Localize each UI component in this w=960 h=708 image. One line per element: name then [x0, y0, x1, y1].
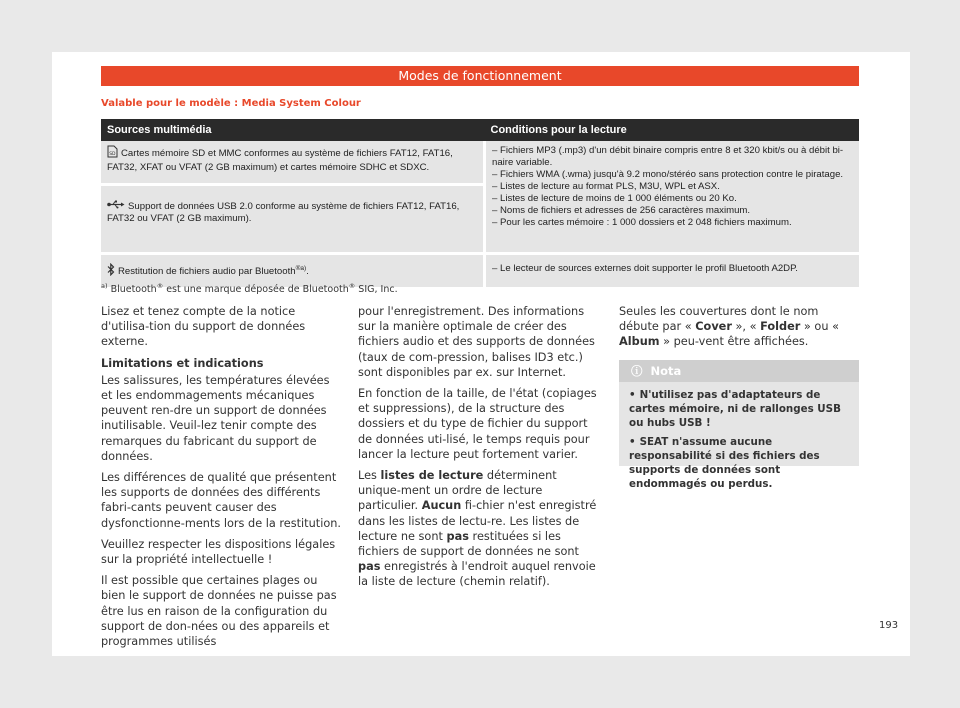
- source-sd-text: Cartes mémoire SD et MMC conformes au système de fichiers FAT12, FAT16, FAT32, XFAT ou VFAT (2 GB maximum) et cartes mémoire SDHC et SDXC.: [107, 148, 453, 173]
- bluetooth-icon: [107, 263, 115, 280]
- model-note: Valable pour le modèle : Media System Colour: [101, 98, 361, 109]
- condition-line: – Noms de fichiers et adresses de 256 caractères maximum.: [492, 205, 751, 216]
- list-item: [629, 435, 849, 491]
- nota-header: [619, 360, 859, 382]
- text-run: » peu-vent être affichées.: [659, 335, 809, 349]
- text-run: déterminent unique-ment un ordre de lecture particulier.: [358, 469, 557, 513]
- info-icon: ⓘ: [631, 364, 643, 378]
- source-bt-text: Restitution de fichiers audio par Bluetooth: [118, 266, 296, 278]
- page-number: 193: [879, 620, 899, 631]
- paragraph: Les différences de qualité que présentent les supports de données des différents fabri-cants peuvent causer des dysfonctionne-ments lors de la restitution.: [101, 471, 342, 530]
- bold-term: listes de lecture: [380, 469, 484, 483]
- nota-list: [619, 388, 859, 491]
- nota-item-text: SEAT n'assume aucune responsabilité si des fichiers des supports de données sont endommagés ou perdus.: [629, 436, 820, 490]
- table-header-row: [101, 119, 859, 141]
- footnote-marker: a): [101, 282, 108, 290]
- paragraph: pour l'enregistrement. Des informations sur la manière optimale de créer des fichiers audio et des supports de données (taux de com-pression, balises ID3 etc.) sont disponibles par ex. sur Internet.: [358, 305, 595, 379]
- source-sd-cell: [101, 141, 485, 185]
- bullet-icon: •: [629, 389, 636, 401]
- paragraph: [358, 468, 598, 590]
- text-column-2: [358, 304, 598, 596]
- bold-term: Album: [619, 335, 660, 349]
- text-run: », «: [731, 320, 761, 334]
- registered-mark: ®: [156, 282, 164, 290]
- conditions-cell: [485, 141, 860, 254]
- bullet-icon: •: [629, 436, 636, 448]
- condition-line: naire variable.: [492, 157, 553, 168]
- text-run: Seules les couvertures dont le nom débute par «: [619, 305, 819, 334]
- paragraph: En fonction de la taille, de l'état (copiages et suppressions), de la structure des dossiers et du type de fichier du support de données uti-lisé, le temps requis pour lancer la lecture peut fortement varier.: [358, 387, 597, 461]
- table-row: [101, 141, 859, 185]
- header-conditions: Conditions pour la lecture: [485, 119, 860, 141]
- bold-term: Cover: [695, 320, 732, 334]
- paragraph: Veuillez respecter les dispositions légales sur la propriété intellectuelle !: [101, 537, 336, 567]
- condition-line: – Listes de lecture de moins de 1 000 éléments ou 20 Ko.: [492, 193, 737, 204]
- source-usb-cell: [101, 185, 485, 254]
- bold-term: pas: [446, 529, 469, 543]
- bold-term: Aucun: [421, 499, 462, 513]
- bt-condition-cell: – Le lecteur de sources externes doit supporter le profil Bluetooth A2DP.: [485, 254, 860, 288]
- svg-text:SD: SD: [109, 152, 116, 157]
- nota-box: [619, 360, 859, 490]
- source-usb-text: Support de données USB 2.0 conforme au système de fichiers FAT12, FAT16, FAT32 ou VFAT (2 GB maximum).: [107, 201, 460, 225]
- footnote-ref: ®a): [295, 265, 307, 272]
- paragraph: Lisez et tenez compte de la notice d'utilisa-tion du support de données externe.: [101, 305, 306, 349]
- list-item: [629, 388, 849, 430]
- footnote: [101, 282, 398, 295]
- paragraph: Les salissures, les températures élevées et les endommagements mécaniques peuvent ren-dre un support de données inutilisable. Veuil-lez tenir compte des remarques du fabricant du support de données.: [101, 373, 330, 463]
- registered-mark: ®: [348, 282, 356, 290]
- bold-term: pas: [358, 560, 381, 574]
- section-heading: Limitations et indications: [101, 356, 264, 370]
- condition-line: – Listes de lecture au format PLS, M3U, WPL et ASX.: [492, 181, 720, 192]
- text-run: Les: [358, 469, 381, 483]
- text-run: fi-chier n'est enregistré dans les listes de lectu-re. Les listes de lecture ne sont: [358, 499, 597, 543]
- nota-title: Nota: [650, 364, 682, 378]
- sd-card-icon: [107, 145, 118, 162]
- text-run: restituées si les fichiers de support de données ne sont: [358, 529, 579, 559]
- text-run: enregistrés à l'endroit auquel renvoie la liste de lecture (chemin relatif).: [358, 560, 596, 589]
- bold-term: Folder: [760, 320, 801, 334]
- condition-line: – Fichiers WMA (.wma) jusqu'à 9.2 mono/stéréo sans protection contre le piratage.: [492, 169, 844, 180]
- header-sources: Sources multimédia: [101, 119, 485, 141]
- media-sources-table: [101, 119, 859, 287]
- paragraph: Il est possible que certaines plages ou bien le support de données ne puisse pas être lus en raison de la configuration du support de don-nées ou des appareils et programmes utilisés: [101, 574, 337, 649]
- text-column-3: [619, 304, 859, 356]
- usb-icon: [107, 200, 125, 213]
- footnote-text: est une marque déposée de Bluetooth: [163, 284, 349, 296]
- condition-line: – Pour les cartes mémoire : 1 000 dossiers et 2 048 fichiers maximum.: [492, 217, 792, 228]
- section-banner: Modes de fonctionnement: [101, 66, 859, 86]
- nota-item-text: N'utilisez pas d'adaptateurs de cartes mémoire, ni de rallonges USB ou hubs USB !: [629, 389, 841, 429]
- footnote-text: SIG, Inc.: [355, 284, 398, 296]
- paragraph: [619, 304, 859, 350]
- source-bt-end: .: [306, 266, 309, 278]
- text-column-1: [101, 304, 341, 655]
- text-run: » ou «: [800, 320, 839, 334]
- condition-line: – Fichiers MP3 (.mp3) d'un débit binaire compris entre 8 et 320 kbit/s ou à débit bi-: [492, 145, 844, 156]
- footnote-text: Bluetooth: [110, 284, 157, 296]
